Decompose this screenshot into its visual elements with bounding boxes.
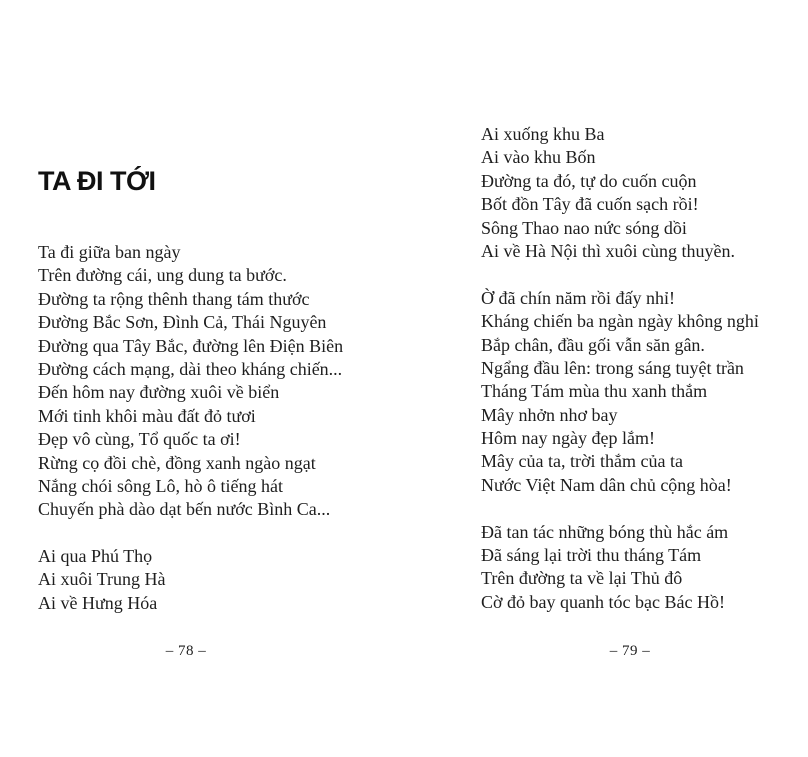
poem-line: Ai vào khu Bốn [481,147,596,168]
poem-line: Đường ta rộng thênh thang tám thước [38,288,310,309]
poem-line: Nắng chói sông Lô, hò ô tiếng hát [38,475,283,496]
poem-line: Bốt đồn Tây đã cuốn sạch rồi! [481,194,699,215]
stanza-4 [481,287,759,498]
poem-line: Ai xuôi Trung Hà [38,569,166,590]
poem-line: Mây nhởn nhơ bay [481,404,618,425]
page-79 [430,0,808,757]
poem-line: Ai về Hưng Hóa [38,592,158,613]
poem-line: Rừng cọ đồi chè, đồng xanh ngào ngạt [38,452,316,473]
poem-title: TA ĐI TỚI [38,166,156,196]
poem-line: Trên đường ta về lại Thủ đô [481,568,683,589]
poem-line: Ai qua Phú Thọ [38,546,153,567]
poem-line: Ta đi giữa ban ngày [38,242,181,262]
stanza-5 [481,521,759,615]
poem-line: Trên đường cái, ung dung ta bước. [38,265,287,286]
poem-line: Ai về Hà Nội thì xuôi cùng thuyền. [481,240,735,261]
page-number-right: – 79 – [609,643,651,659]
poem-line: Đến hôm nay đường xuôi về biển [38,382,280,403]
poem-line: Mây của ta, trời thắm của ta [481,451,683,472]
poem-line: Đường Bắc Sơn, Đình Cả, Thái Nguyên [38,312,327,333]
poem-line: Hôm nay ngày đẹp lắm! [481,428,655,449]
poem-line: Đường qua Tây Bắc, đường lên Điện Biên [38,335,344,356]
poem-line: Chuyến phà dào dạt bến nước Bình Ca... [38,499,331,520]
poem-line: Ờ đã chín năm rồi đấy nhỉ! [481,287,675,308]
stanza-1 [38,241,343,522]
poem-line: Cờ đỏ bay quanh tóc bạc Bác Hồ! [481,591,725,612]
poem-line: Đường ta đó, tự do cuốn cuộn [481,170,697,191]
stanza-3 [481,123,759,263]
poem-line: Bắp chân, đầu gối vẫn săn gân. [481,334,705,355]
poem-line: Sông Thao nao nức sóng dồi [481,217,687,238]
poem-line: Ngẩng đầu lên: trong sáng tuyệt trần [481,357,744,378]
poem-line: Mới tinh khôi màu đất đỏ tươi [38,405,256,426]
page-number-left: – 78 – [165,643,207,659]
poem-line: Nước Việt Nam dân chủ cộng hòa! [481,474,732,495]
poem-line: Đã sáng lại trời thu tháng Tám [481,545,702,566]
poem-line: Kháng chiến ba ngàn ngày không nghỉ [481,311,759,332]
poem-line: Đẹp vô cùng, Tổ quốc ta ơi! [38,429,241,450]
poem-body-right [481,123,759,614]
poem-body-left [38,241,343,615]
stanza-2 [38,545,343,615]
poem-line: Đường cách mạng, dài theo kháng chiến... [38,358,343,379]
poem-line: Ai xuống khu Ba [481,124,605,144]
poem-line: Đã tan tác những bóng thù hắc ám [481,521,729,542]
poem-line: Tháng Tám mùa thu xanh thắm [481,381,708,402]
